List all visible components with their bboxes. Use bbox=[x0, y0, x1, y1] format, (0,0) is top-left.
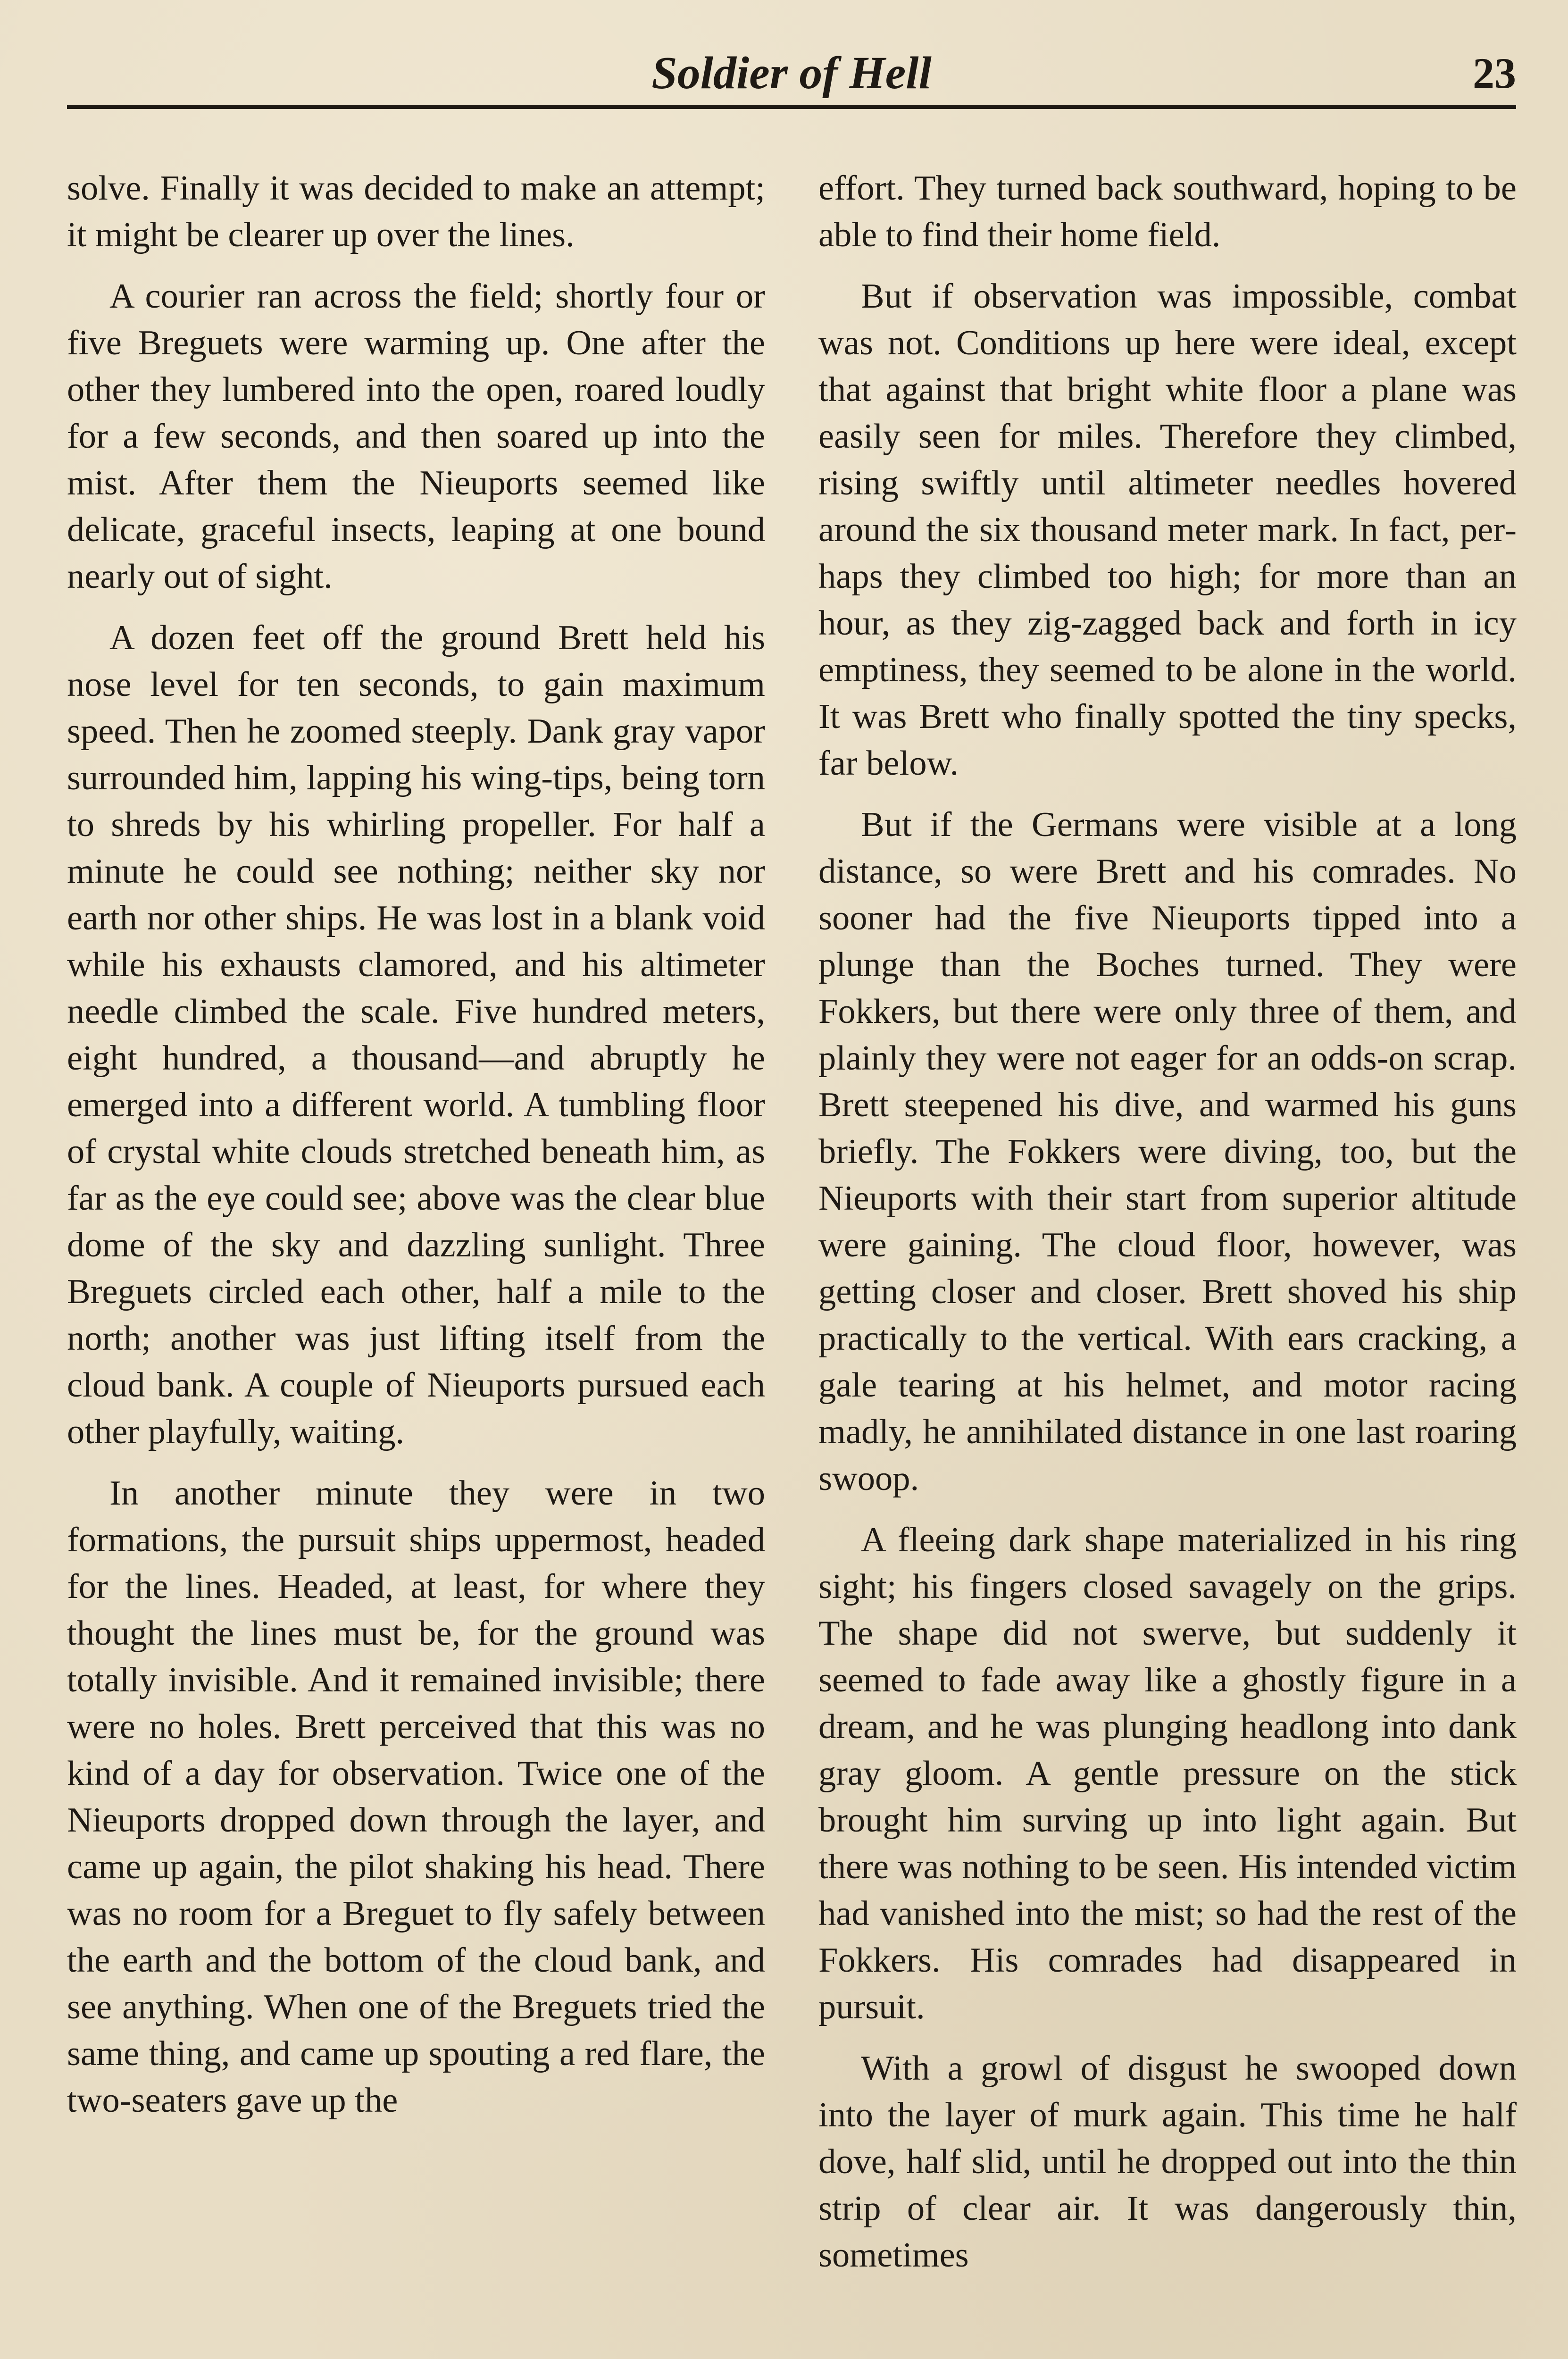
paragraph: effort. They turned back southward, hoping to be able to find their home field. bbox=[818, 169, 1517, 254]
paragraph: A courier ran across the field; shortly four or five Breguets were warming up. One after the other they lumbered into the open, roared loudly for a few seconds, and then soared up into the mist. After them the Nieuports seemed like delicate, graceful insects, leaping at one bound nearly out of sight. bbox=[67, 277, 765, 596]
paragraph: A dozen feet off the ground Brett held his nose level for ten seconds, to gain maximum speed. Then he zoomed steeply. Dank gray vapor surrounded him, lapping his wing-tips, being torn to shreds by his whirling propeller. For half a minute he could see nothing; neither sky nor earth nor other ships. He was lost in a blank void while his exhausts clamored, and his altimeter needle climbed the scale. Five hundred meters, eight hundred, a thousand—and abruptly he emerged into a different world. A tumbling floor of crystal white clouds stretched beneath him, as far as the eye could see; above was the clear blue dome of the sky and dazzling sunlight. Three Breguets circled each other, half a mile to the north; another was just lifting itself from the cloud bank. A couple of Nieuports pursued each other playfully, waiting. bbox=[67, 619, 765, 1451]
paragraph: A fleeing dark shape materialized in his ring sight; his fingers closed savagely on the grips. The shape did not swerve, but suddenly it seemed to fade away like a ghostly figure in a dream, and he was plunging headlong into dank gray gloom. A gentle pressure on the stick brought him surving up into light again. But there was nothing to be seen. His intended victim had vanished into the mist; so had the rest of the Fokkers. His comrades had disappeared in pursuit. bbox=[818, 1521, 1517, 2026]
paragraph: In another minute they were in two formations, the pursuit ships uppermost, headed for the lines. Headed, at least, for where they thought the lines must be, for the ground was totally invisible. And it remained invisible; there were no holes. Brett perceived that this was no kind of a day for observation. Twice one of the Nieuports dropped down through the layer, and came up again, the pilot shaking his head. There was no room for a Breguet to fly safely between the earth and the bottom of the cloud bank, and see anything. When one of the Breguets tried the same thing, and came up spouting a red flare, the two-seaters gave up the bbox=[67, 1474, 765, 2120]
left-column bbox=[67, 165, 765, 2139]
paragraph: solve. Finally it was decided to make an attempt; it might be clearer up over the lines. bbox=[67, 169, 765, 254]
header-rule bbox=[67, 105, 1516, 109]
paragraph: But if observation was impossible, combat was not. Conditions up here were ideal, except that against that bright white floor a plane was easily seen for miles. Therefore they climbed, rising swiftly until altimeter needles hovered around the six thousand meter mark. In fact, perhaps they climbed too high; for more than an hour, as they zig-zagged back and forth in icy emptiness, they seemed to be alone in the world. It was Brett who finally spotted the tiny specks, far below. bbox=[818, 277, 1517, 783]
page-number: 23 bbox=[1473, 49, 1516, 97]
paragraph: But if the Germans were visible at a long distance, so were Brett and his comrades. No sooner had the five Nieuports tipped into a plunge than the Boches turned. They were Fokkers, but there were only three of them, and plainly they were not eager for an odds-on scrap. Brett steepened his dive, and warmed his guns briefly. The Fokkers were diving, too, but the Nieuports with their start from superior altitude were gaining. The cloud floor, however, was getting closer and closer. Brett shoved his ship practically to the vertical. With ears cracking, a gale tearing at his helmet, and motor racing madly, he annihilated distance in one last roaring swoop. bbox=[818, 805, 1517, 1498]
paragraph: With a growl of disgust he swooped down into the layer of murk again. This time he half dove, half slid, until he dropped out into the thin strip of clear air. It was dangerously thin, sometimes bbox=[818, 2049, 1517, 2275]
right-column bbox=[818, 165, 1517, 2293]
page-header bbox=[67, 45, 1516, 101]
running-title: Soldier of Hell bbox=[651, 48, 932, 99]
